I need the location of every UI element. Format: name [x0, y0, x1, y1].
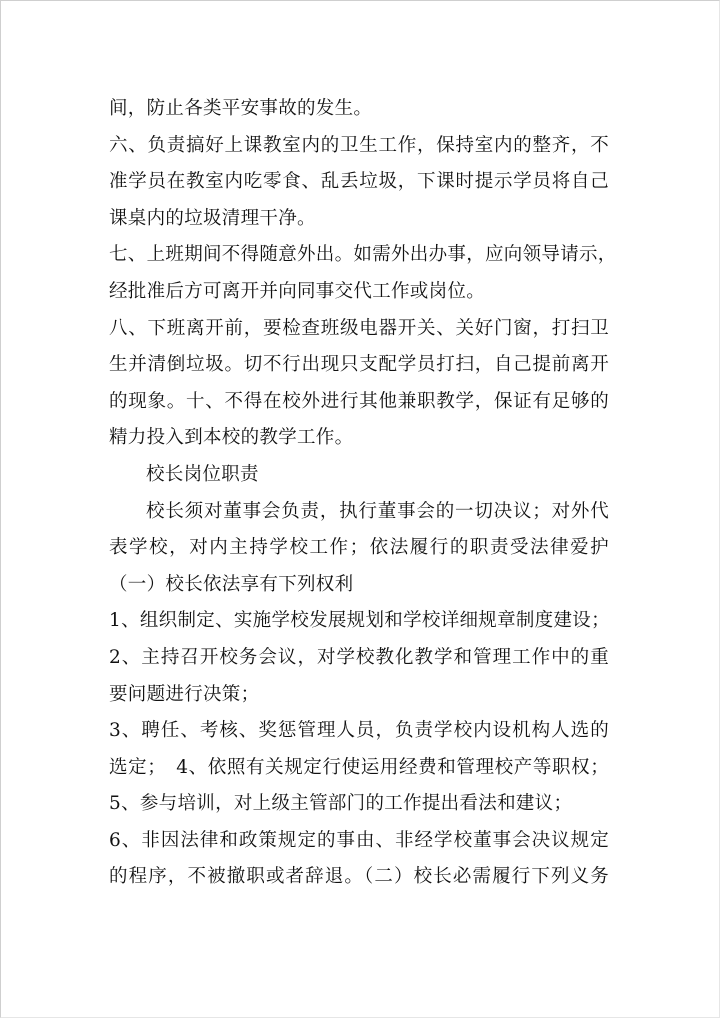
text-line: 的程序，不被撤职或者辞退。（二）校长必需履行下列义务	[109, 866, 609, 888]
text-line: 七、上班期间不得随意外出。如需外出办事，应向领导请示，	[109, 244, 617, 266]
text-line: 的现象。十、不得在校外进行其他兼职教学，保证有足够的	[109, 390, 609, 412]
document-body	[109, 91, 617, 896]
text-line: 准学员在教室内吃零食、乱丢垃圾，下课时提示学员将自己	[109, 171, 609, 193]
text-line: （一）校长依法享有下列权利	[109, 573, 354, 595]
text-line: 6、非因法律和政策规定的事由、非经学校董事会决议规定	[109, 829, 609, 851]
text-line: 校长须对董事会负责，执行董事会的一切决议；对外代	[146, 500, 609, 522]
text-line: 间，防止各类平安事故的发生。	[109, 98, 373, 119]
text-line: 2、主持召开校务会议，对学校教化教学和管理工作中的重	[109, 646, 609, 668]
text-line: 选定； 4、依照有关规定行使运用经费和管理校产等职权；	[109, 756, 609, 778]
text-line: 生并清倒垃圾。切不行出现只支配学员打扫，自己提前离开	[109, 354, 609, 376]
text-line: 5、参与培训，对上级主管部门的工作提出看法和建议；	[109, 793, 573, 815]
text-line: 要问题进行决策；	[109, 683, 260, 705]
text-line: 3、聘任、考核、奖惩管理人员，负责学校内设机构人选的	[109, 720, 609, 742]
text-line: 经批准后方可离开并向同事交代工作或岗位。	[109, 280, 486, 302]
text-line: 精力投入到本校的教学工作。	[109, 427, 354, 449]
section-heading: 校长岗位职责	[146, 463, 259, 485]
text-line: 课桌内的垃圾清理干净。	[109, 207, 316, 229]
text-line: 1、组织制定、实施学校发展规划和学校详细规章制度建设；	[109, 610, 610, 632]
text-line: 六、负责搞好上课教室内的卫生工作，保持室内的整齐，不	[109, 134, 609, 156]
text-line: 表学校，对内主持学校工作；依法履行的职责受法律爱护	[109, 537, 609, 559]
text-line: 八、下班离开前，要检查班级电器开关、关好门窗，打扫卫	[109, 317, 609, 339]
